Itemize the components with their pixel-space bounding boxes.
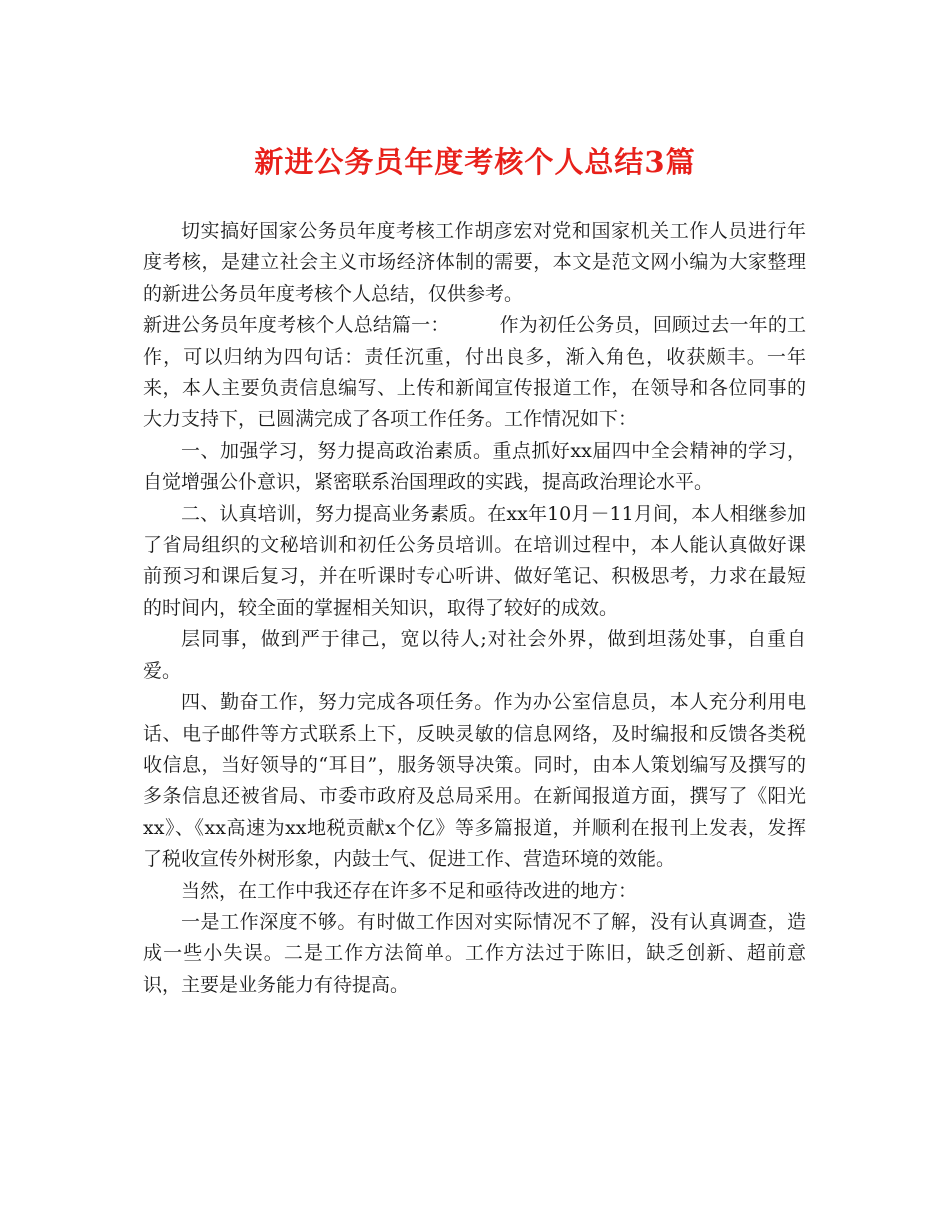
intro-paragraph: 切实搞好国家公务员年度考核工作胡彦宏对党和国家机关工作人员进行年度考核，是建立社会主义市场经济体制的需要，本文是范文网小编为大家整理的新进公务员年度考核个人总结，仅供参考。: [143, 220, 806, 305]
paragraph-study: 一、加强学习，努力提高政治素质。重点抓好xx届四中全会精神的学习，自觉增强公仆意识，紧密联系治国理政的实践，提高政治理论水平。: [143, 439, 806, 494]
document-title: 新进公务员年度考核个人总结3篇: [254, 145, 696, 179]
section-lead-text: 作为初任公务员，回顾过去一年的工作，可以归纳为四句话：责任沉重，付出良多，渐入角色，收获颇丰。一年来，本人主要负责信息编写、上传和新闻宣传报道工作，在领导和各位同事的大力支持下，已圆满完成了各项工作任务。工作情况如下：: [143, 314, 806, 431]
paragraph-shortcomings: 一是工作深度不够。有时做工作因对实际情况不了解，没有认真调查，造成一些小失误。二是工作方法简单。工作方法过于陈旧，缺乏创新、超前意识，主要是业务能力有待提高。: [143, 910, 806, 996]
section-heading: 新进公务员年度考核个人总结篇一：: [143, 314, 450, 337]
paragraph-shortcomings-intro: 当然，在工作中我还存在许多不足和亟待改进的地方：: [181, 879, 638, 902]
paragraph-training: 二、认真培训，努力提高业务素质。在xx年10月－11月间，本人相继参加了省局组织的文秘培训和初任公务员培训。在培训过程中，本人能认真做好课前预习和课后复习，并在听课时专心听讲、做好笔记、积极思考，力求在最短的时间内，较全面的掌握相关知识，取得了较好的成效。: [143, 502, 806, 619]
paragraph-work: 四、勤奋工作，努力完成各项任务。作为办公室信息员，本人充分利用电话、电子邮件等方式联系上下，反映灵敏的信息网络，及时编报和反馈各类税收信息，当好领导的“耳目”，服务领导决策。同时，由本人策划编写及撰写的多条信息还被省局、市委市政府及总局采用。在新闻报道方面，撰写了《阳光xx》、《xx高速为xx地税贡献x个亿》等多篇报道，并顺利在报刊上发表，发挥了税收宣传外树形象，内鼓士气、促进工作、营造环境的效能。: [143, 691, 806, 871]
section-heading-paragraph: [143, 310, 806, 436]
paragraph-colleagues: 层同事，做到严于律己，宽以待人;对社会外界，做到坦荡处事，自重自爱。: [143, 628, 806, 682]
document-body: [143, 216, 806, 1001]
